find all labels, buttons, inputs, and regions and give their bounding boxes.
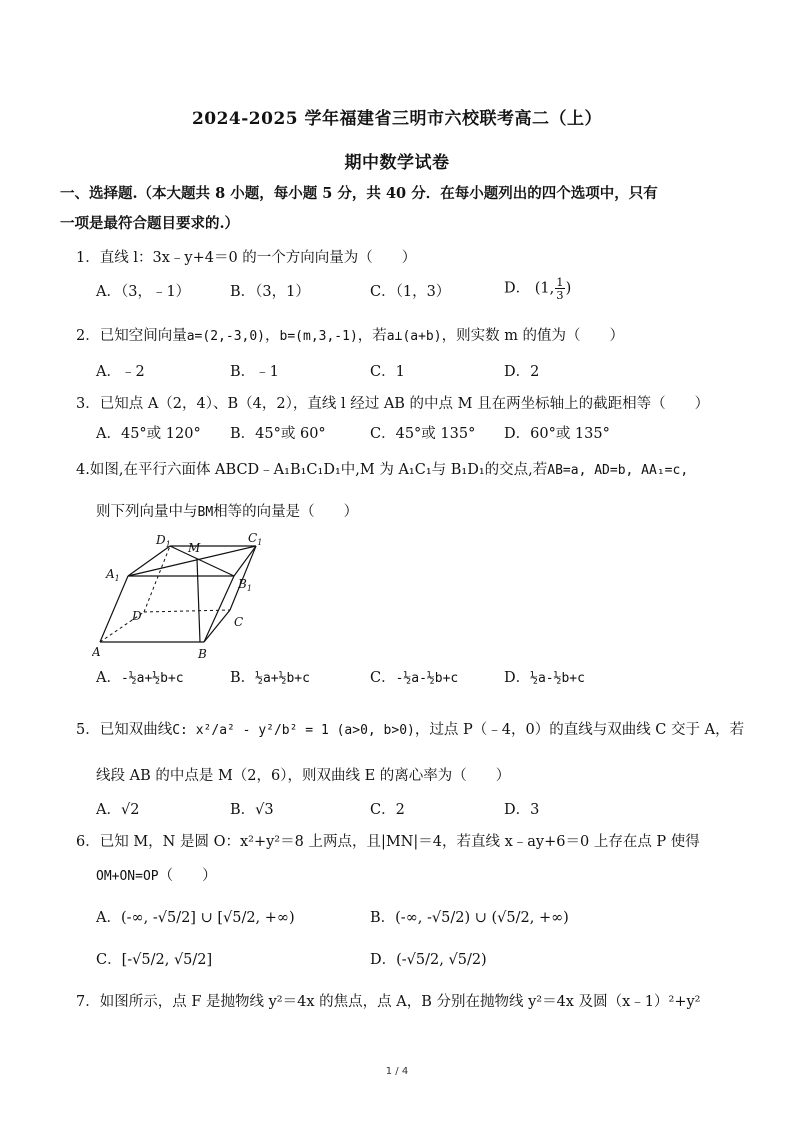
q5-option-c: C．2 (370, 802, 405, 818)
q5-hyperbola: C: x²/a² - y²/b² = 1 (a>0, b>0) (172, 723, 415, 738)
parallelepiped-figure (92, 532, 272, 662)
diag-d1-b1 (170, 546, 234, 576)
label-c1: $C_1$ (248, 532, 263, 547)
q2-comma: ， (265, 328, 280, 344)
q1-option-b: B．（3，1） (230, 284, 310, 300)
q4-option-c (370, 668, 458, 689)
q7-stem: 7．如图所示，点 F 是抛物线 y²＝4x 的焦点，点 A，B 分别在抛物线 y²＝4x 及圆（x﹣1）²+y² (76, 994, 701, 1010)
q6-option-c: C．[-√5/2, √5/2] (96, 952, 213, 968)
hidden-edge-d-c (144, 610, 230, 612)
fraction-numerator: 1 (556, 275, 564, 289)
label-a: A (92, 645, 101, 659)
q4-option-c-expr: -½a-½b+c (395, 671, 459, 686)
label-d1: $D_1$ (156, 533, 171, 549)
q2-stem (76, 326, 624, 347)
q4-stem-part3: 相等的向量是（ ） (213, 504, 359, 520)
q4-vector-bm: BM (197, 505, 214, 520)
exam-title: 2024-2025 学年福建省三明市六校联考高二（上） (191, 109, 603, 129)
q5-stem-cont: 线段 AB 的中点是 M（2，6），则双曲线 E 的离心率为（ ） (96, 768, 511, 784)
q4-option-b (230, 668, 310, 689)
q4-option-c-prefix: C． (370, 670, 396, 686)
q1-stem: 1．直线 l：3x﹣y+4＝0 的一个方向向量为（ ） (76, 250, 417, 266)
section-heading: 一、选择题.（本大题共 8 小题，每小题 5 分，共 40 分．在每小题列出的四个选项中，只有 (60, 185, 658, 202)
q4-option-a-expr: -½a+½b+c (120, 671, 184, 686)
q4-stem-cont (96, 502, 358, 523)
q3-option-d: D．60°或 135° (504, 426, 610, 442)
q4-stem-part2: 则下列向量中与 (96, 504, 198, 520)
q1-option-d-open: (1, (534, 280, 555, 297)
edge-b1-b (204, 576, 234, 642)
q6-option-d: D．(-√5/2, √5/2) (370, 952, 487, 968)
q6-stem-part2: （ ） (158, 868, 217, 884)
q6-vector-equation: OM+ON=OP (96, 869, 159, 884)
q2-option-d: D．2 (504, 364, 540, 380)
q5-stem-part2: ，过点 P（﹣4，0）的直线与双曲线 C 交于 A，若 (414, 722, 745, 738)
q5-stem-part1: 5．已知双曲线 (76, 722, 173, 738)
q3-stem: 3．已知点 A（2，4）、B（4，2），直线 l 经过 AB 的中点 M 且在两坐标轴上的截距相等（ ） (76, 396, 710, 412)
q4-option-a (96, 668, 184, 689)
exam-subtitle: 期中数学试卷 (344, 153, 450, 173)
q1-option-d (504, 276, 571, 301)
q5-option-b: B．√3 (230, 802, 274, 818)
q2-option-b: B．﹣1 (230, 364, 279, 380)
q5-stem (76, 720, 744, 741)
section-heading-cont: 一项是最符合题目要求的.） (60, 215, 240, 232)
q4-option-d-prefix: D． (504, 670, 531, 686)
q4-option-d (504, 668, 585, 689)
q5-option-d: D．3 (504, 802, 540, 818)
q1-option-d-prefix: D． (504, 280, 531, 297)
q4-option-b-expr: ½a+½b+c (255, 671, 310, 686)
q2-option-c: C．1 (370, 364, 405, 380)
q6-stem: 6．已知 M，N 是圆 O：x²+y²＝8 上两点，且|MN|＝4，若直线 x﹣ay+6＝0 上存在点 P 使得 (76, 834, 700, 850)
q2-condition: a⊥(a+b) (386, 329, 442, 344)
label-a1: $A_1$ (106, 567, 120, 583)
q6-option-a: A．(-∞, -√5/2] ∪ [√5/2, +∞) (96, 910, 295, 926)
edge-a1-a (100, 576, 128, 642)
label-b: B (198, 647, 207, 661)
q2-stem-part1: 2．已知空间向量 (76, 328, 187, 344)
q4-stem-part1: 4.如图,在平行六面体 ABCD﹣A₁B₁C₁D₁中,M 为 A₁C₁与 B₁D₁的交点,若 (76, 462, 548, 478)
segment-m-b (197, 559, 200, 642)
q5-option-a: A．√2 (96, 802, 140, 818)
q1-option-c: C．（1，3） (370, 284, 451, 300)
fraction-denominator: 3 (556, 288, 564, 302)
label-c: C (234, 615, 244, 629)
q4-option-b-prefix: B． (230, 670, 256, 686)
q1-option-d-fraction (555, 276, 564, 301)
label-m: M (188, 541, 201, 555)
q2-vector-b: b=(m,3,-1) (279, 329, 358, 344)
q1-option-a: A．（3，﹣1） (96, 284, 191, 300)
q4-vectors: AB=a, AD=b, AA₁=c, (547, 463, 689, 478)
q2-stem-part2: ，若 (357, 328, 387, 344)
q1-option-d-close: ) (565, 280, 572, 297)
q2-stem-part3: ，则实数 m 的值为（ ） (441, 328, 625, 344)
page-number: 1 / 4 (385, 1066, 409, 1077)
q2-vector-a: a=(2,-3,0) (186, 329, 266, 344)
q6-stem-cont (96, 866, 217, 887)
q3-option-b: B．45°或 60° (230, 426, 326, 442)
q3-option-c: C．45°或 135° (370, 426, 476, 442)
q6-option-b: B．(-∞, -√5/2) ∪ (√5/2, +∞) (370, 910, 569, 926)
q3-option-a: A．45°或 120° (96, 426, 201, 442)
q2-option-a: A．﹣2 (96, 364, 145, 380)
q4-option-a-prefix: A． (96, 670, 121, 686)
label-d: D (132, 609, 142, 623)
q4-stem (76, 460, 688, 481)
q4-option-d-expr: ½a-½b+c (530, 671, 585, 686)
label-b1: $B_1$ (238, 577, 252, 593)
